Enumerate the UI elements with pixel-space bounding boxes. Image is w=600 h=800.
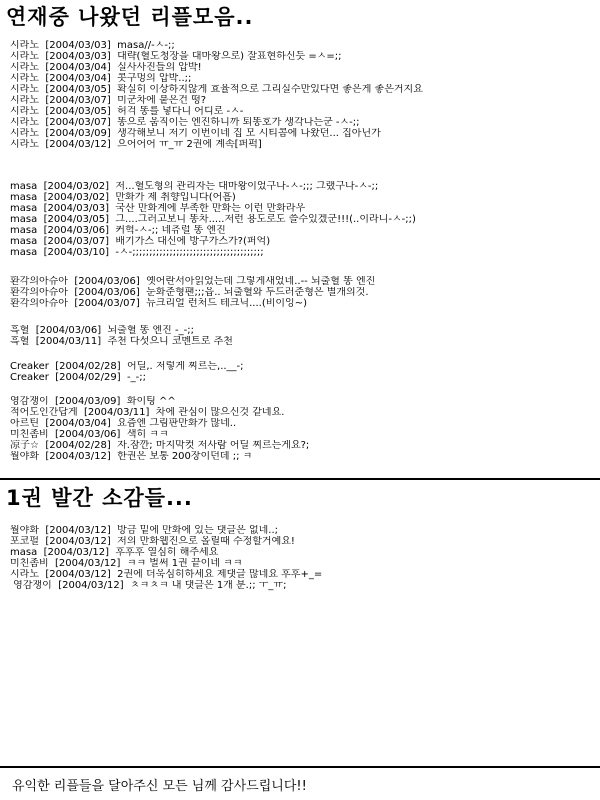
reply-group-sirano [10,40,595,150]
reply-text: 콧구멍의 압박..;; [117,73,192,84]
reply-line [10,407,595,418]
reply-text: 커헉-ㅅ-;; 네츄럴 똥 엔진 [115,225,226,236]
reply-line [10,547,595,558]
reply-text: 어딜,. 저렇게 찌르는,..__-; [127,361,244,372]
reply-line [10,298,595,309]
reply-user: Creaker [10,361,49,372]
reply-user: 미친좀비 [10,558,49,569]
reply-date: [2004/02/28] [55,361,121,372]
reply-date: [2004/03/12] [45,525,111,536]
reply-text: 자.잠깐; 마지막컷 저사람 어딜 찌르는게요?; [117,440,310,451]
reply-line [10,372,595,383]
reply-date: [2004/03/12] [45,451,111,462]
reply-user: masa [10,225,38,236]
reply-text: 2권에 더욱심히하세요 제댓글 많네요 후후+_= [117,569,323,580]
reply-line [10,440,595,451]
reply-line [10,62,595,73]
reply-line [10,51,595,62]
reply-user: 시라노 [10,95,39,106]
reply-date: [2004/02/29] [55,372,121,383]
reply-line [10,106,595,117]
reply-text: 허걱 똥를 넣다니 어디로 -ㅅ- [117,106,244,117]
reply-line [10,336,595,347]
reply-date: [2004/03/05] [43,214,110,225]
reply-text: 생각해보니 저기 이번이네 집 모 시티콤에 나왔던... 집아닌가 [117,128,381,139]
reply-line [10,325,595,336]
reply-date: [2004/03/09] [45,128,111,139]
reply-date: [2004/03/11] [83,407,150,418]
reply-date: [2004/03/02] [43,192,110,203]
reply-text: 저의 만화웹진으로 올릴때 수정할거예요! [117,536,295,547]
reply-user: 흑혈 [10,336,30,347]
reply-line [10,139,595,150]
reply-group-masa [10,181,595,258]
reply-text: 실사사진들의 압박! [117,62,202,73]
reply-line [10,84,595,95]
reply-text: 추천 다섯으니 코멘트로 추천 [107,336,233,347]
reply-date: [2004/03/07] [45,117,111,128]
reply-line [10,396,595,407]
reply-date: [2004/03/07] [45,95,111,106]
reply-text: 차에 관심이 많으신것 같네요. [155,407,285,418]
reply-text: ㅋㅋ 벌써 1권 끝이네 ㅋㅋ [126,558,243,569]
reply-date: [2004/03/02] [43,181,110,192]
reply-date: [2004/03/12] [45,536,111,547]
reply-line [10,203,595,214]
reply-line [10,128,595,139]
reply-user: 영감쟁이 [10,396,49,407]
reply-line [10,580,595,591]
reply-text: 미군차에 붙은건 떵? [117,95,207,106]
reply-date: [2004/03/04] [45,73,111,84]
reply-user: masa [10,203,38,214]
reply-text: 똥으로 움직이는 엔진하니까 퇴똥호가 생각나는군 -ㅅ-;; [117,117,360,128]
reply-line [10,117,595,128]
reply-text: 후후후 열심히 해주세요 [115,547,219,558]
reply-user: 월야화 [10,525,39,536]
reply-user: masa [10,181,38,192]
reply-date: [2004/03/03] [43,203,110,214]
reply-user: masa [10,214,38,225]
reply-text: 그....그러고보니 똥차.....저런 용도로도 쓸수있겠군!!!(..이라니-ㅅ-;;) [115,214,416,225]
reply-user: 시라노 [10,51,39,62]
reply-text: 으어어어 ㅠ_ㅠ 2권에 계속[퍼퍽] [117,139,262,150]
reply-line [10,525,595,536]
reply-group-hwangak [10,276,595,309]
reply-line [10,181,595,192]
reply-user: Creaker [10,372,49,383]
reply-date: [2004/03/03] [45,40,111,51]
reply-user: masa [10,547,38,558]
reply-text: 옛어란서아읽었는데 그렇게새었네..-- 뇌출혈 똥 엔진 [146,276,376,287]
reply-text: 한권은 보통 200장이던데 ;; ㅋ [117,451,253,462]
reply-group-volume1 [10,525,595,591]
reply-date: [2004/03/12] [58,580,124,591]
reply-text: 만화가 제 취향입니다(어흠) [115,192,236,203]
reply-date: [2004/03/06] [55,429,121,440]
reply-date: [2004/02/28] [45,440,111,451]
reply-user: 시라노 [10,106,39,117]
reply-date: [2004/03/07] [43,236,110,247]
reply-user: 아르틴 [10,418,39,429]
reply-line [10,569,595,580]
reply-text: 배기가스 대신에 방구가스가?(퍼억) [115,236,271,247]
reply-user: 환각의아슈아 [10,287,68,298]
reply-text: 확실히 이상하지않게 효율적으로 그리실수만있다면 좋은게 좋은거지요 [117,84,423,95]
reply-text: 저...혈도형의 관리자는 대마왕이었구나-ㅅ-;;; 그랬구나-ㅅ-;; [115,181,379,192]
reply-date: [2004/03/04] [45,418,111,429]
reply-line [10,276,595,287]
reply-text: 뉴크리얼 런처드 테크닉....(비이잉~) [146,298,307,309]
reply-user: 흑혈 [10,325,30,336]
reply-line [10,361,595,372]
reply-user: 월야화 [10,451,39,462]
reply-user: 시라노 [10,73,39,84]
reply-text: 국산 만화계에 부족한 만화는 이런 만화라우 [115,203,306,214]
reply-line [10,247,595,258]
reply-text: 뇌출혈 똥 엔진 -_-;; [107,325,194,336]
reply-line [10,429,595,440]
reply-user: 시라노 [10,40,39,51]
reply-user: 凉子☆ [10,440,39,451]
reply-text: -_-;; [127,372,146,383]
reply-user: 적어도인간답게 [10,407,78,418]
reply-line [10,558,595,569]
footer-divider [0,766,600,768]
reply-date: [2004/03/10] [43,247,110,258]
reply-line [10,287,595,298]
reply-user: 영감쟁이 [10,580,52,591]
reply-user: 미친좀비 [10,429,49,440]
reply-user: masa [10,192,38,203]
reply-date: [2004/03/05] [45,106,111,117]
reply-line [10,236,595,247]
reply-user: 포코펄 [10,536,39,547]
reply-date: [2004/03/11] [35,336,102,347]
reply-date: [2004/03/04] [45,62,111,73]
reply-user: 시라노 [10,139,39,150]
reply-user: 환각의아슈아 [10,276,68,287]
reply-user: masa [10,236,38,247]
section-divider [0,478,600,480]
reply-user: 시라노 [10,117,39,128]
reply-user: masa [10,247,38,258]
reply-date: [2004/03/06] [74,276,140,287]
reply-text: masa//-ㅅ-;; [117,40,175,51]
reply-line [10,73,595,84]
reply-group-heukhyeol [10,325,595,347]
reply-user: 시라노 [10,62,39,73]
reply-date: [2004/03/12] [45,139,111,150]
reply-text: 화이팅 ^^ [126,396,176,407]
footer-text: 유익한 리플들을 달아주신 모든 님께 감사드립니다!! [12,779,307,794]
reply-text: ㅊㅋㅊㅋ 내 댓글은 1개 분.;; ㅜ_ㅠ; [130,580,287,591]
reply-line [10,214,595,225]
reply-line [10,40,595,51]
reply-date: [2004/03/12] [43,547,110,558]
reply-date: [2004/03/06] [74,287,140,298]
reply-line [10,192,595,203]
reply-date: [2004/03/03] [45,51,111,62]
reply-line [10,418,595,429]
reply-date: [2004/03/12] [55,558,121,569]
reply-date: [2004/03/06] [43,225,110,236]
reply-line [10,95,595,106]
reply-text: 요즘엔 그림판만화가 많네.. [117,418,237,429]
reply-user: 시라노 [10,569,39,580]
page-title: 연재중 나왔던 리플모음.. [6,5,254,29]
reply-text: -ㅅ-;;;;;;;;;;;;;;;;;;;;;;;;;;;;;;;;;;;;;;; [115,247,264,258]
reply-date: [2004/03/05] [45,84,111,95]
reply-date: [2004/03/07] [74,298,140,309]
reply-line [10,451,595,462]
reply-text: 눈화준형팬;;;읍.. 뇌출혈와 두드러준형은 별개의것. [146,287,369,298]
reply-text: 색히 ㅋㅋ [126,429,169,440]
reply-text: 방금 밑에 만화에 있는 댓글은 없네..; [117,525,279,536]
reply-user: 시라노 [10,128,39,139]
reply-line [10,225,595,236]
reply-group-misc [10,396,595,462]
reply-date: [2004/03/12] [45,569,111,580]
reply-user: 시라노 [10,84,39,95]
reply-date: [2004/03/09] [55,396,121,407]
reply-group-creaker [10,361,595,383]
reply-user: 환각의아슈아 [10,298,68,309]
reply-date: [2004/03/06] [35,325,102,336]
reply-line [10,536,595,547]
section-title: 1권 발간 소감들... [6,486,193,510]
reply-text: 대략(혈도청장을 대마왕으로) 잘표현하신듯 =ㅅ=;; [117,51,342,62]
